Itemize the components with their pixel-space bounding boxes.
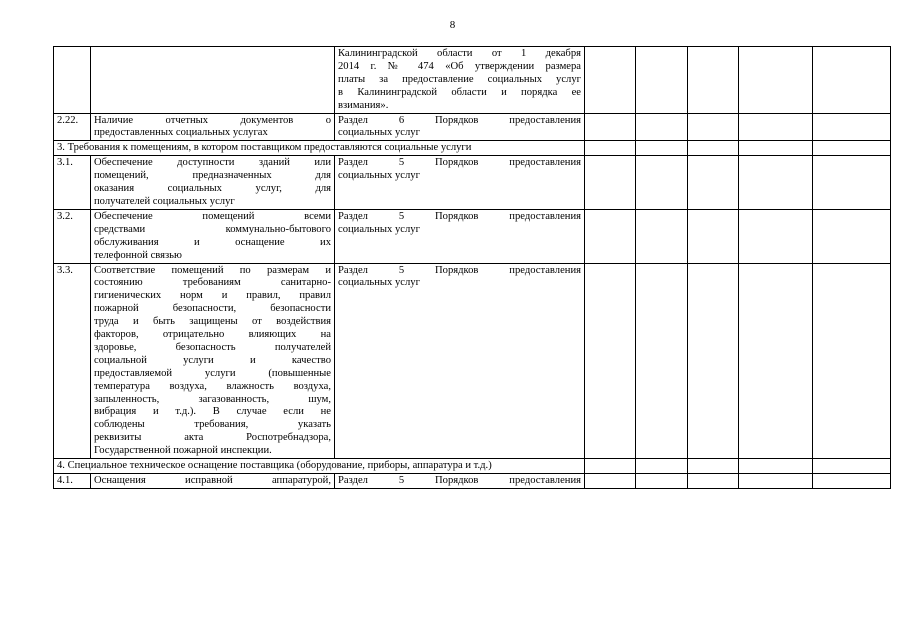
empty-cell — [813, 209, 891, 263]
empty-cell — [636, 209, 688, 263]
criterion-line: Обеспечение помещений всеми — [94, 210, 331, 222]
criterion-line: пожарной безопасности, безопасности — [94, 303, 331, 315]
requirements-table — [53, 46, 891, 489]
criterion-line: оказания социальных услуг, для — [94, 183, 331, 195]
criterion-line: вибрация и т.д.). В случае если не — [94, 406, 331, 418]
empty-cell — [585, 47, 636, 114]
section-heading: 3. Требования к помещениям, в котором поставщиком предоставляются социальные услуги — [54, 141, 585, 156]
row-number-cell: 4.1. — [54, 474, 91, 489]
table-row — [54, 474, 891, 489]
table-row — [54, 47, 891, 114]
criterion-cell — [91, 263, 335, 459]
empty-cell — [813, 141, 891, 156]
criterion-line: помещений, предназначенных для — [94, 170, 331, 182]
criterion-line: здоровье, безопасность получателей — [94, 341, 331, 353]
empty-cell — [636, 263, 688, 459]
criterion-line: температура воздуха, влажность воздуха, — [94, 380, 331, 392]
source-line: социальных услуг — [338, 277, 420, 289]
criterion-line: Оснащения исправной аппаратурой, — [94, 475, 331, 486]
empty-cell — [813, 47, 891, 114]
empty-cell — [813, 263, 891, 459]
criterion-line: предоставляемой услуги (повышенные — [94, 367, 331, 379]
source-line: платы за предоставление социальных услуг — [338, 73, 581, 85]
empty-cell — [585, 141, 636, 156]
criterion-cell — [91, 474, 335, 489]
empty-cell — [688, 141, 739, 156]
criterion-line: соблюдены требования, указать — [94, 419, 331, 431]
criterion-line: Соответствие помещений по размерам и — [94, 264, 331, 276]
empty-cell — [636, 113, 688, 141]
source-cell — [335, 113, 585, 141]
criterion-line: средствами коммунально-бытового — [94, 223, 331, 235]
source-line: Раздел 5 Порядков предоставления — [338, 210, 581, 222]
criterion-line: социальной услуги и качество — [94, 354, 331, 366]
criterion-line: факторов, отрицательно влияющих на — [94, 329, 331, 341]
source-line: взимания». — [338, 99, 389, 111]
empty-cell — [585, 113, 636, 141]
empty-cell — [813, 156, 891, 210]
table-row — [54, 156, 891, 210]
criterion-line: Наличие отчетных документов о — [94, 114, 331, 126]
empty-cell — [688, 156, 739, 210]
page-number: 8 — [449, 19, 456, 31]
row-number-cell: 3.1. — [54, 156, 91, 210]
source-line: социальных услуг — [338, 127, 420, 139]
empty-cell — [636, 474, 688, 489]
criterion-line: реквизиты акта Роспотребнадзора, — [94, 432, 331, 444]
criterion-cell — [91, 156, 335, 210]
section-heading: 4. Специальное техническое оснащение поставщика (оборудование, приборы, аппаратура и т.д.) — [54, 459, 585, 474]
row-number-cell — [54, 47, 91, 114]
empty-cell — [688, 474, 739, 489]
empty-cell — [585, 156, 636, 210]
row-number-cell: 3.2. — [54, 209, 91, 263]
empty-cell — [585, 459, 636, 474]
criterion-line: телефонной связью — [94, 249, 182, 261]
source-line: Раздел 6 Порядков предоставления — [338, 114, 581, 126]
empty-cell — [739, 47, 813, 114]
empty-cell — [585, 209, 636, 263]
empty-cell — [688, 459, 739, 474]
empty-cell — [739, 141, 813, 156]
section-heading-row — [54, 459, 891, 474]
empty-cell — [585, 263, 636, 459]
table-row — [54, 113, 891, 141]
empty-cell — [688, 47, 739, 114]
criterion-line: труда и быть защищены от воздействия — [94, 316, 331, 328]
source-line: Раздел 5 Порядков предоставления — [338, 475, 581, 486]
empty-cell — [739, 209, 813, 263]
criterion-line: Государственной пожарной инспекции. — [94, 445, 272, 457]
empty-cell — [739, 113, 813, 141]
empty-cell — [636, 459, 688, 474]
empty-cell — [636, 141, 688, 156]
empty-cell — [636, 47, 688, 114]
criterion-cell — [91, 47, 335, 114]
section-heading-row — [54, 141, 891, 156]
row-number-cell: 2.22. — [54, 113, 91, 141]
table-row — [54, 263, 891, 459]
empty-cell — [813, 459, 891, 474]
empty-cell — [739, 474, 813, 489]
source-line: в Калининградской области и порядка ее — [338, 86, 581, 98]
criterion-cell — [91, 209, 335, 263]
empty-cell — [688, 263, 739, 459]
source-cell — [335, 47, 585, 114]
source-line: Калининградской области от 1 декабря — [338, 48, 581, 59]
empty-cell — [813, 474, 891, 489]
empty-cell — [688, 113, 739, 141]
empty-cell — [739, 156, 813, 210]
criterion-line: предоставленных социальных услугах — [94, 127, 268, 139]
criterion-line: запыленность, загазованность, шум, — [94, 393, 331, 405]
source-cell — [335, 263, 585, 459]
empty-cell — [636, 156, 688, 210]
source-line: социальных услуг — [338, 223, 420, 235]
criterion-line: обслуживания и оснащение их — [94, 236, 331, 248]
criterion-line: состоянию требованиям санитарно- — [94, 277, 331, 289]
empty-cell — [739, 263, 813, 459]
source-line: социальных услуг — [338, 170, 420, 182]
source-line: Раздел 5 Порядков предоставления — [338, 264, 581, 276]
criterion-line: гигиенических норм и правил, правил — [94, 290, 331, 302]
source-line: 2014 г. № 474 «Об утверждении размера — [338, 60, 581, 72]
source-cell — [335, 156, 585, 210]
criterion-cell — [91, 113, 335, 141]
empty-cell — [585, 474, 636, 489]
criterion-line: Обеспечение доступности зданий или — [94, 157, 331, 169]
table-row — [54, 209, 891, 263]
row-number-cell: 3.3. — [54, 263, 91, 459]
empty-cell — [688, 209, 739, 263]
source-line: Раздел 5 Порядков предоставления — [338, 157, 581, 169]
criterion-line: получателей социальных услуг — [94, 195, 235, 207]
empty-cell — [813, 113, 891, 141]
source-cell — [335, 209, 585, 263]
source-cell — [335, 474, 585, 489]
empty-cell — [739, 459, 813, 474]
